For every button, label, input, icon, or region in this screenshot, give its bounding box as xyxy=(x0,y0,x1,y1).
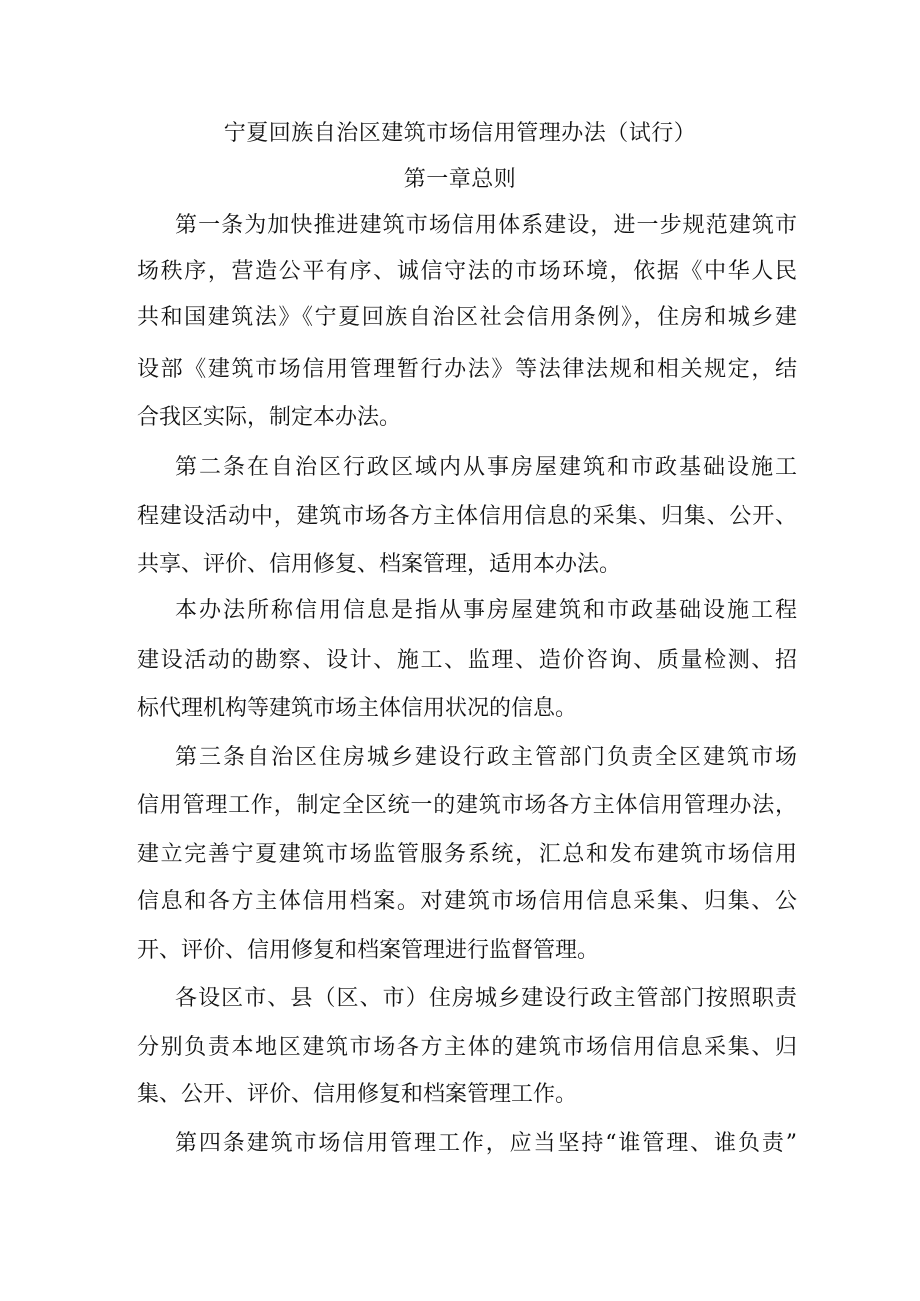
text-line: 信息和各方主体信用档案。对建筑市场信用信息采集、归集、公 xyxy=(137,889,797,914)
text-line: 第一条为加快推进建筑市场信用体系建设，进一步规范建筑市 xyxy=(175,213,797,238)
text-line: 共和国建筑法》《宁夏回族自治区社会信用条例》，住房和城乡建 xyxy=(137,305,797,330)
text-line: 建设活动的勘察、设计、施工、监理、造价咨询、质量检测、招 xyxy=(137,648,797,673)
text-line: 信用管理工作，制定全区统一的建筑市场各方主体信用管理办法， xyxy=(137,793,797,818)
text-line: 合我区实际，制定本办法。 xyxy=(137,405,402,430)
text-line: 分别负责本地区建筑市场各方主体的建筑市场信用信息采集、归 xyxy=(137,1035,797,1060)
text-line: 建立完善宁夏建筑市场监管服务系统，汇总和发布建筑市场信用 xyxy=(137,842,797,867)
text-line: 共享、评价、信用修复、档案管理，适用本办法。 xyxy=(137,552,622,577)
text-line: 本办法所称信用信息是指从事房屋建筑和市政基础设施工程 xyxy=(175,598,797,623)
text-line: 场秩序，营造公平有序、诚信守法的市场环境，依据《中华人民 xyxy=(137,259,797,284)
text-line: 设部《建筑市场信用管理暂行办法》等法律法规和相关规定，结 xyxy=(137,357,797,382)
text-line: 程建设活动中，建筑市场各方主体信用信息的采集、归集、公开、 xyxy=(137,504,797,529)
document-title: 宁夏回族自治区建筑市场信用管理办法（试行） xyxy=(223,121,697,146)
text-line: 第四条建筑市场信用管理工作，应当坚持“谁管理、谁负责” xyxy=(175,1131,797,1156)
text-line: 集、公开、评价、信用修复和档案管理工作。 xyxy=(137,1082,578,1107)
text-line: 第二条在自治区行政区域内从事房屋建筑和市政基础设施工 xyxy=(175,455,797,480)
text-line: 第三条自治区住房城乡建设行政主管部门负责全区建筑市场 xyxy=(175,745,797,770)
text-line: 标代理机构等建筑市场主体信用状况的信息。 xyxy=(137,696,578,721)
text-line: 开、评价、信用修复和档案管理进行监督管理。 xyxy=(137,938,600,963)
text-line: 各设区市、县（区、市）住房城乡建设行政主管部门按照职责 xyxy=(175,986,797,1011)
chapter-heading: 第一章总则 xyxy=(403,167,517,192)
